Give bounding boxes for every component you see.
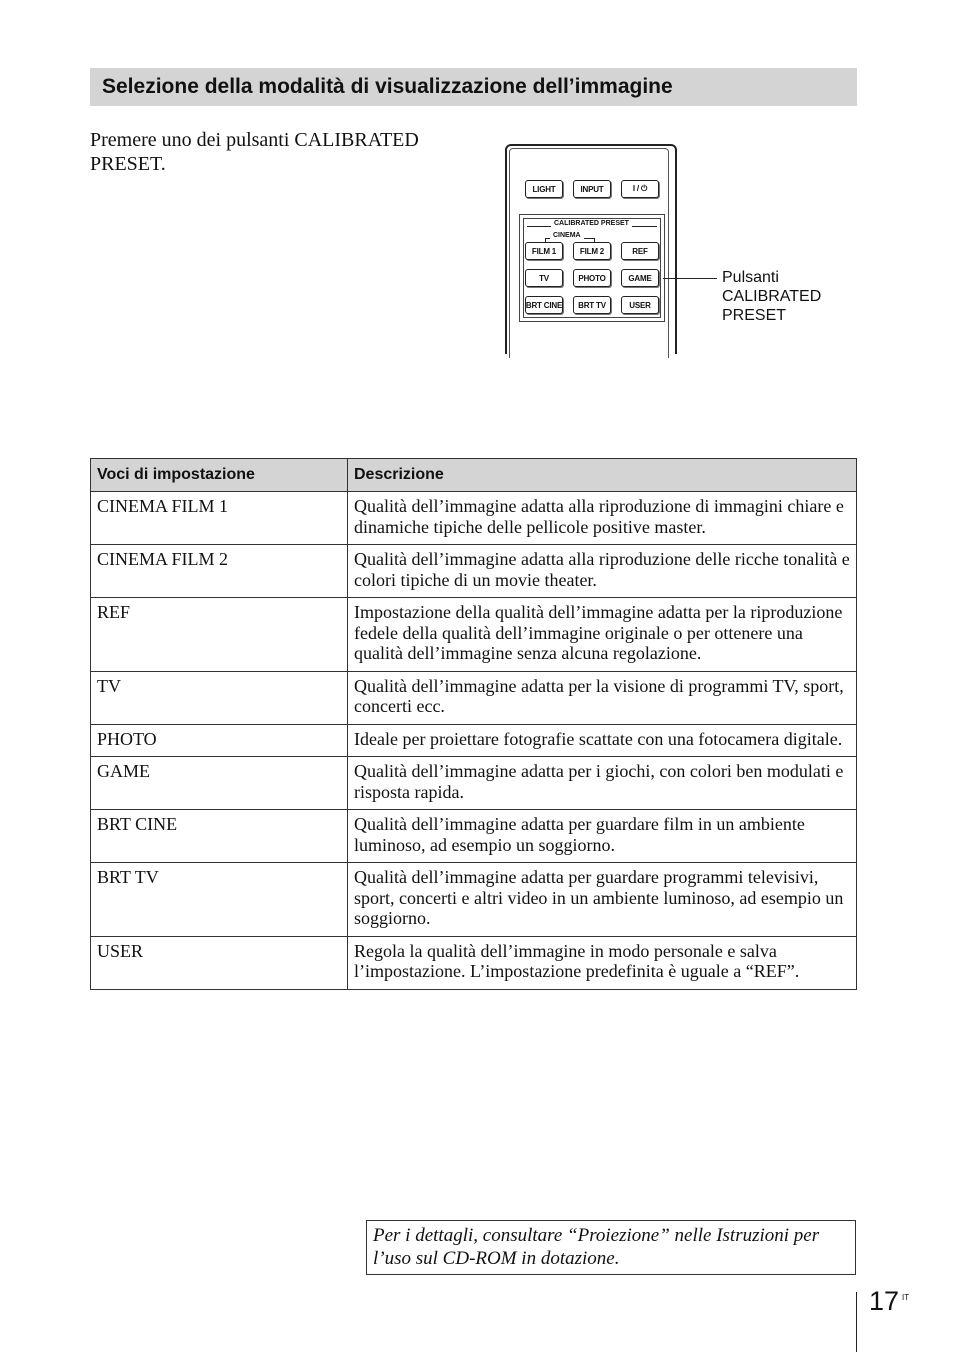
remote-button-film2: FILM 2 <box>573 242 611 260</box>
remote-button-light: LIGHT <box>525 180 563 198</box>
setting-description: Ideale per proiettare fotografie scattate con una fotocamera digitale. <box>348 724 857 757</box>
setting-description: Qualità dell’immagine adatta per guardare programmi televisivi, sport, concerti e altri video in un ambiente luminoso, ad esempio un soggiorno. <box>348 863 857 937</box>
section-header <box>90 68 857 106</box>
remote-button-brt-cine: BRT CINE <box>525 296 563 314</box>
table-header-row <box>91 459 857 492</box>
remote-button-game: GAME <box>621 269 659 287</box>
remote-button-photo: PHOTO <box>573 269 611 287</box>
setting-name: CINEMA FILM 1 <box>91 492 348 545</box>
remote-button-ref: REF <box>621 242 659 260</box>
setting-description: Regola la qualità dell’immagine in modo personale e salva l’impostazione. L’impostazione predefinita è uguale a “REF”. <box>348 936 857 989</box>
setting-name: REF <box>91 598 348 672</box>
table-row <box>91 757 857 810</box>
column-header-description: Descrizione <box>348 459 857 492</box>
column-header-settings: Voci di impostazione <box>91 459 348 492</box>
remote-button-input: INPUT <box>573 180 611 198</box>
table-row <box>91 810 857 863</box>
section-title: Selezione della modalità di visualizzazione dell’immagine <box>102 75 673 98</box>
table-row <box>91 724 857 757</box>
table-row <box>91 545 857 598</box>
reference-note: Per i dettagli, consultare “Proiezione” nelle Istruzioni per l’uso sul CD-ROM in dotazione. <box>366 1220 856 1275</box>
remote-button-power: I / ⏻ <box>621 180 659 198</box>
language-code: IT <box>902 1293 910 1302</box>
table-row <box>91 863 857 937</box>
calibrated-preset-label: CALIBRATED PRESET <box>551 220 632 227</box>
setting-name: GAME <box>91 757 348 810</box>
remote-button-user: USER <box>621 296 659 314</box>
table-row <box>91 936 857 989</box>
remote-button-brt-tv: BRT TV <box>573 296 611 314</box>
setting-name: BRT CINE <box>91 810 348 863</box>
setting-description: Qualità dell’immagine adatta alla riproduzione delle ricche tonalità e colori tipiche di un movie theater. <box>348 545 857 598</box>
table-row <box>91 598 857 672</box>
remote-button-tv: TV <box>525 269 563 287</box>
setting-name: USER <box>91 936 348 989</box>
setting-name: BRT TV <box>91 863 348 937</box>
instruction-text: Premere uno dei pulsanti CALIBRATED PRESET. <box>90 129 419 175</box>
remote-control-illustration <box>505 144 685 348</box>
table-row <box>91 492 857 545</box>
callout-line <box>663 278 717 279</box>
setting-description: Qualità dell’immagine adatta per i giochi, con colori ben modulati e risposta rapida. <box>348 757 857 810</box>
callout-label: Pulsanti CALIBRATED PRESET <box>722 269 822 324</box>
setting-name: CINEMA FILM 2 <box>91 545 348 598</box>
cinema-label: CINEMA <box>550 232 584 239</box>
setting-name: TV <box>91 671 348 724</box>
remote-button-film1: FILM 1 <box>525 242 563 260</box>
setting-description: Impostazione della qualità dell’immagine adatta per la riproduzione fedele della qualità dell’immagine originale o per ottenere una qualità dell’immagine senza alcuna regolazione. <box>348 598 857 672</box>
setting-name: PHOTO <box>91 724 348 757</box>
table-row <box>91 671 857 724</box>
setting-description: Qualità dell’immagine adatta per la visione di programmi TV, sport, concerti ecc. <box>348 671 857 724</box>
setting-description: Qualità dell’immagine adatta per guardare film in un ambiente luminoso, ad esempio un soggiorno. <box>348 810 857 863</box>
page-number-divider <box>856 1292 857 1352</box>
settings-table <box>90 458 857 990</box>
page-number: 17 <box>869 1286 900 1316</box>
setting-description: Qualità dell’immagine adatta alla riproduzione di immagini chiare e dinamiche tipiche delle pellicole positive master. <box>348 492 857 545</box>
